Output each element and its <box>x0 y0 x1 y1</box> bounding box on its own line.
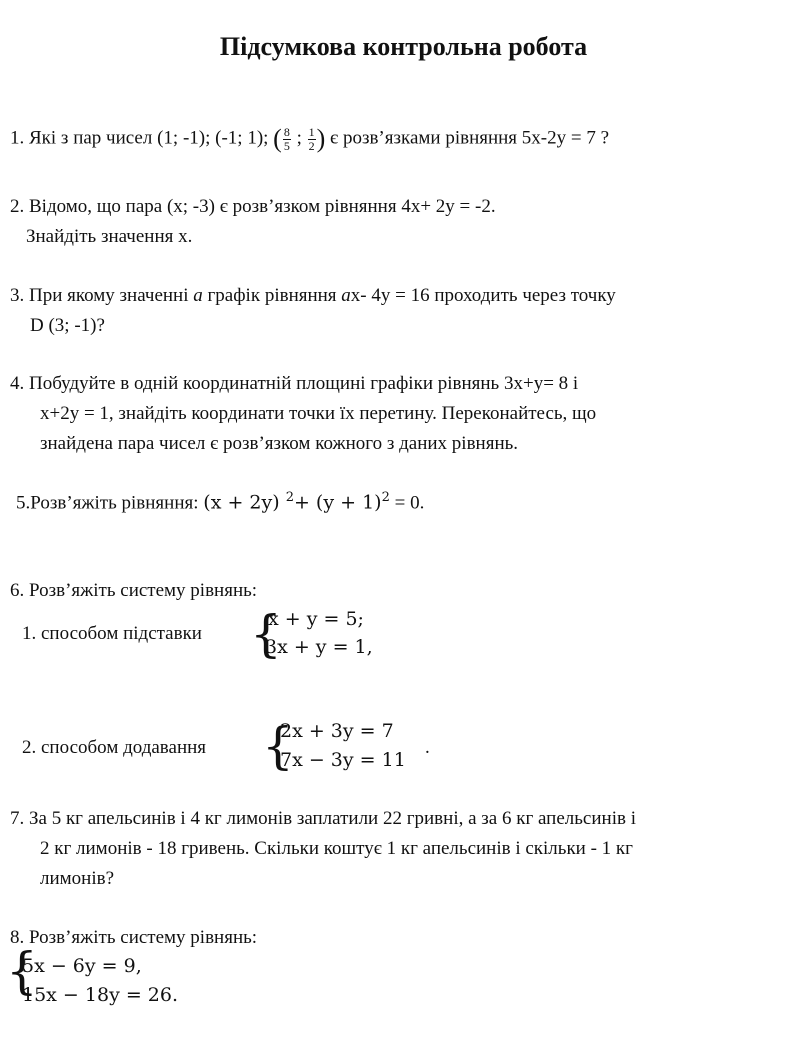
question-2-line-1: 2. Відомо, що пара (х; -3) є розв’язком рівняння 4х+ 2у = -2. <box>10 196 496 217</box>
question-3-text-a: 3. При якому значенні <box>10 285 194 306</box>
fraction-numerator: 8 <box>283 124 290 139</box>
system-3-eq-2: 15x − 18y = 26. <box>22 984 179 1006</box>
question-6-part-2-label: 2. способом додавання <box>22 737 207 758</box>
question-1-text-after: є розв’язками рівняння 5х-2у = 7 ? <box>325 127 610 149</box>
paren-close: ) <box>316 124 326 153</box>
system-brace: { <box>250 605 282 663</box>
fraction-numerator: 1 <box>308 124 315 139</box>
question-4-line-3: знайдена пара чисел є розв’язком кожного з даних рівнянь. <box>40 433 519 454</box>
system-brace: { <box>262 717 294 775</box>
question-7-line-3: лимонів? <box>40 868 115 889</box>
expression-part: (x + 2y) <box>203 491 286 514</box>
system-1-eq-2: 3x + y = 1, <box>265 636 373 658</box>
system-2-eq-2: 7x − 3y = 11 <box>280 749 406 771</box>
question-7-line-2: 2 кг лимонів - 18 гривень. Скільки коштує 1 кг апельсинів і скільки - 1 кг <box>40 838 633 859</box>
exponent: 2 <box>381 490 390 505</box>
question-8-heading: 8. Розв’яжіть систему рівнянь: <box>10 927 258 948</box>
question-4-line-2: х+2у = 1, знайдіть координати точки їх перетину. Переконайтесь, що <box>40 403 597 424</box>
variable-a: а <box>341 285 351 306</box>
question-1 <box>10 124 609 154</box>
fraction-separator: ; <box>291 127 307 149</box>
fraction-denominator: 2 <box>308 138 315 153</box>
system-brace: { <box>6 942 38 1000</box>
question-4-line-1: 4. Побудуйте в одній координатній площині графіки рівнянь 3х+у= 8 і <box>10 373 579 394</box>
question-7-line-1: 7. За 5 кг апельсинів і 4 кг лимонів заплатили 22 гривні, а за 6 кг апельсинів і <box>10 808 636 829</box>
question-3-line-2: D (3; -1)? <box>30 315 105 336</box>
question-2-line-2: Знайдіть значення х. <box>26 226 193 247</box>
page-title: Підсумкова контрольна робота <box>219 32 588 61</box>
system-3-eq-1: 5x − 6y = 9, <box>22 955 142 977</box>
expression-end: = 0. <box>389 492 425 514</box>
question-3-text-c: х- 4у = 16 проходить через точку <box>350 285 616 306</box>
question-6-part-1-label: 1. способом підставки <box>22 623 202 644</box>
exponent: 2 <box>285 490 294 505</box>
variable-a: а <box>193 285 203 306</box>
question-5-label: 5.Розв’яжіть рівняння: <box>16 492 204 514</box>
question-1-text-before: 1. Які з пар чисел (1; -1); (-1; 1); <box>10 127 274 149</box>
system-1-eq-1: x + y = 5; <box>268 608 364 630</box>
question-6-heading: 6. Розв’яжіть систему рівнянь: <box>10 580 258 601</box>
fraction-8-5 <box>283 126 291 153</box>
system-2-period: . <box>425 737 430 758</box>
paren-open: ( <box>273 124 282 153</box>
question-3-line-1 <box>10 285 616 307</box>
expression-part: + (y + 1) <box>293 491 382 514</box>
fraction-denominator: 5 <box>283 138 290 153</box>
system-2-eq-1: 2x + 3y = 7 <box>280 720 394 742</box>
question-3-text-b: графік рівняння <box>202 285 342 306</box>
fraction-1-2 <box>308 126 316 153</box>
question-5 <box>16 490 424 514</box>
